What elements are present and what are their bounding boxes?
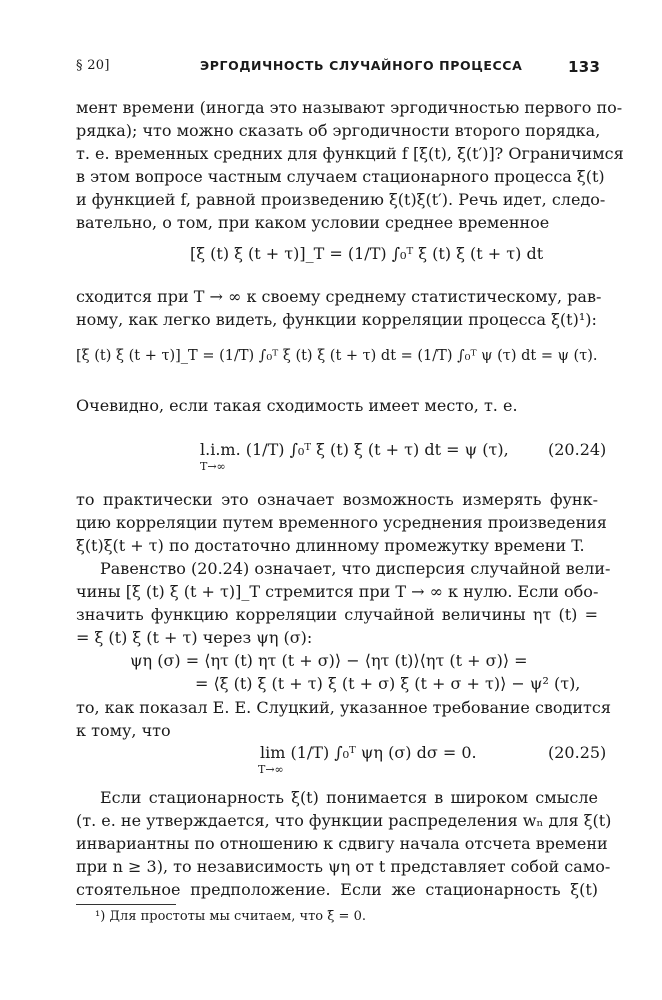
formula-time-average: [ξ (t) ξ (t + τ)]_T = (1/T) ∫₀ᵀ ξ (t) ξ (t + τ) dt: [190, 244, 544, 263]
formula-correlation: [ξ (t) ξ (t + τ)]_T = (1/T) ∫₀ᵀ ξ (t) ξ (t + τ) dt = (1/T) ∫₀ᵀ ψ (τ) dt = ψ (τ).: [76, 348, 598, 364]
equation-number: (20.24): [548, 440, 607, 459]
header-section: § 20]: [76, 58, 110, 73]
text-line: мент времени (иногда это называют эргодичностью первого по-: [76, 98, 623, 117]
formula-slutsky: lim (1/T) ∫₀ᵀ ψη (σ) dσ = 0.: [260, 743, 477, 762]
text-line: Очевидно, если такая сходимость имеет место, т. е.: [76, 396, 518, 415]
text-line: ному, как легко видеть, функции корреляции процесса ξ(t)¹):: [76, 310, 597, 329]
text-line: т. е. временных средних для функций f [ξ(t), ξ(t′)]? Ограничимся: [76, 144, 624, 163]
equation-number: (20.25): [548, 743, 607, 762]
text-line: сходится при T → ∞ к своему среднему статистическому, рав-: [76, 287, 602, 306]
text-line: Если стационарность ξ(t) понимается в широком смысле: [100, 788, 598, 807]
running-title: ЭРГОДИЧНОСТЬ СЛУЧАЙНОГО ПРОЦЕССА: [200, 58, 523, 73]
formula-limit-subscript: T→∞: [258, 763, 284, 776]
text-line: к тому, что: [76, 721, 171, 740]
text-line: то практически это означает возможность измерять функ-: [76, 490, 598, 509]
text-line: Равенство (20.24) означает, что дисперсия случайной вели-: [100, 559, 611, 578]
text-line: и функцией f, равной произведению ξ(t)ξ(t′). Речь идет, следо-: [76, 190, 606, 209]
text-line: при n ≥ 3), то независимость ψη от t представляет собой само-: [76, 857, 611, 876]
formula-limit-subscript: T→∞: [200, 460, 226, 473]
text-line: цию корреляции путем временного усреднения произведения: [76, 513, 607, 532]
formula-lim-in-mean: l.i.m. (1/T) ∫₀ᵀ ξ (t) ξ (t + τ) dt = ψ (τ),: [200, 440, 509, 459]
text-line: чины [ξ (t) ξ (t + τ)]_T стремится при T → ∞ к нулю. Если обо-: [76, 582, 599, 601]
footnote-rule: [76, 904, 176, 905]
text-line: стоятельное предположение. Если же стационарность ξ(t): [76, 880, 598, 899]
text-line: ξ(t)ξ(t + τ) по достаточно длинному промежутку времени T.: [76, 536, 585, 555]
text-line: инвариантны по отношению к сдвигу начала отсчета времени: [76, 834, 608, 853]
text-line: вательно, о том, при каком условии среднее временное: [76, 213, 550, 232]
text-line: то, как показал Е. Е. Слуцкий, указанное требование сводится: [76, 698, 611, 717]
text-line: = ξ (t) ξ (t + τ) через ψη (σ):: [76, 628, 313, 647]
page-number: 133: [568, 58, 601, 76]
footnote: ¹) Для простоты мы считаем, что ξ̄ = 0.: [95, 909, 366, 924]
text-line: значить функцию корреляции случайной величины ητ (t) =: [76, 605, 598, 624]
text-line: рядка); что можно сказать об эргодичности второго порядка,: [76, 121, 601, 140]
text-line: (т. е. не утверждается, что функции распределения wₙ для ξ(t): [76, 811, 612, 830]
text-line: в этом вопросе частным случаем стационарного процесса ξ(t): [76, 167, 605, 186]
formula-psi-eta-cont: = ⟨ξ (t) ξ (t + τ) ξ (t + σ) ξ (t + σ + τ)⟩ − ψ² (τ),: [195, 674, 581, 693]
formula-psi-eta: ψη (σ) = ⟨ητ (t) ητ (t + σ)⟩ − ⟨ητ (t)⟩⟨ητ (t + σ)⟩ =: [130, 651, 528, 670]
